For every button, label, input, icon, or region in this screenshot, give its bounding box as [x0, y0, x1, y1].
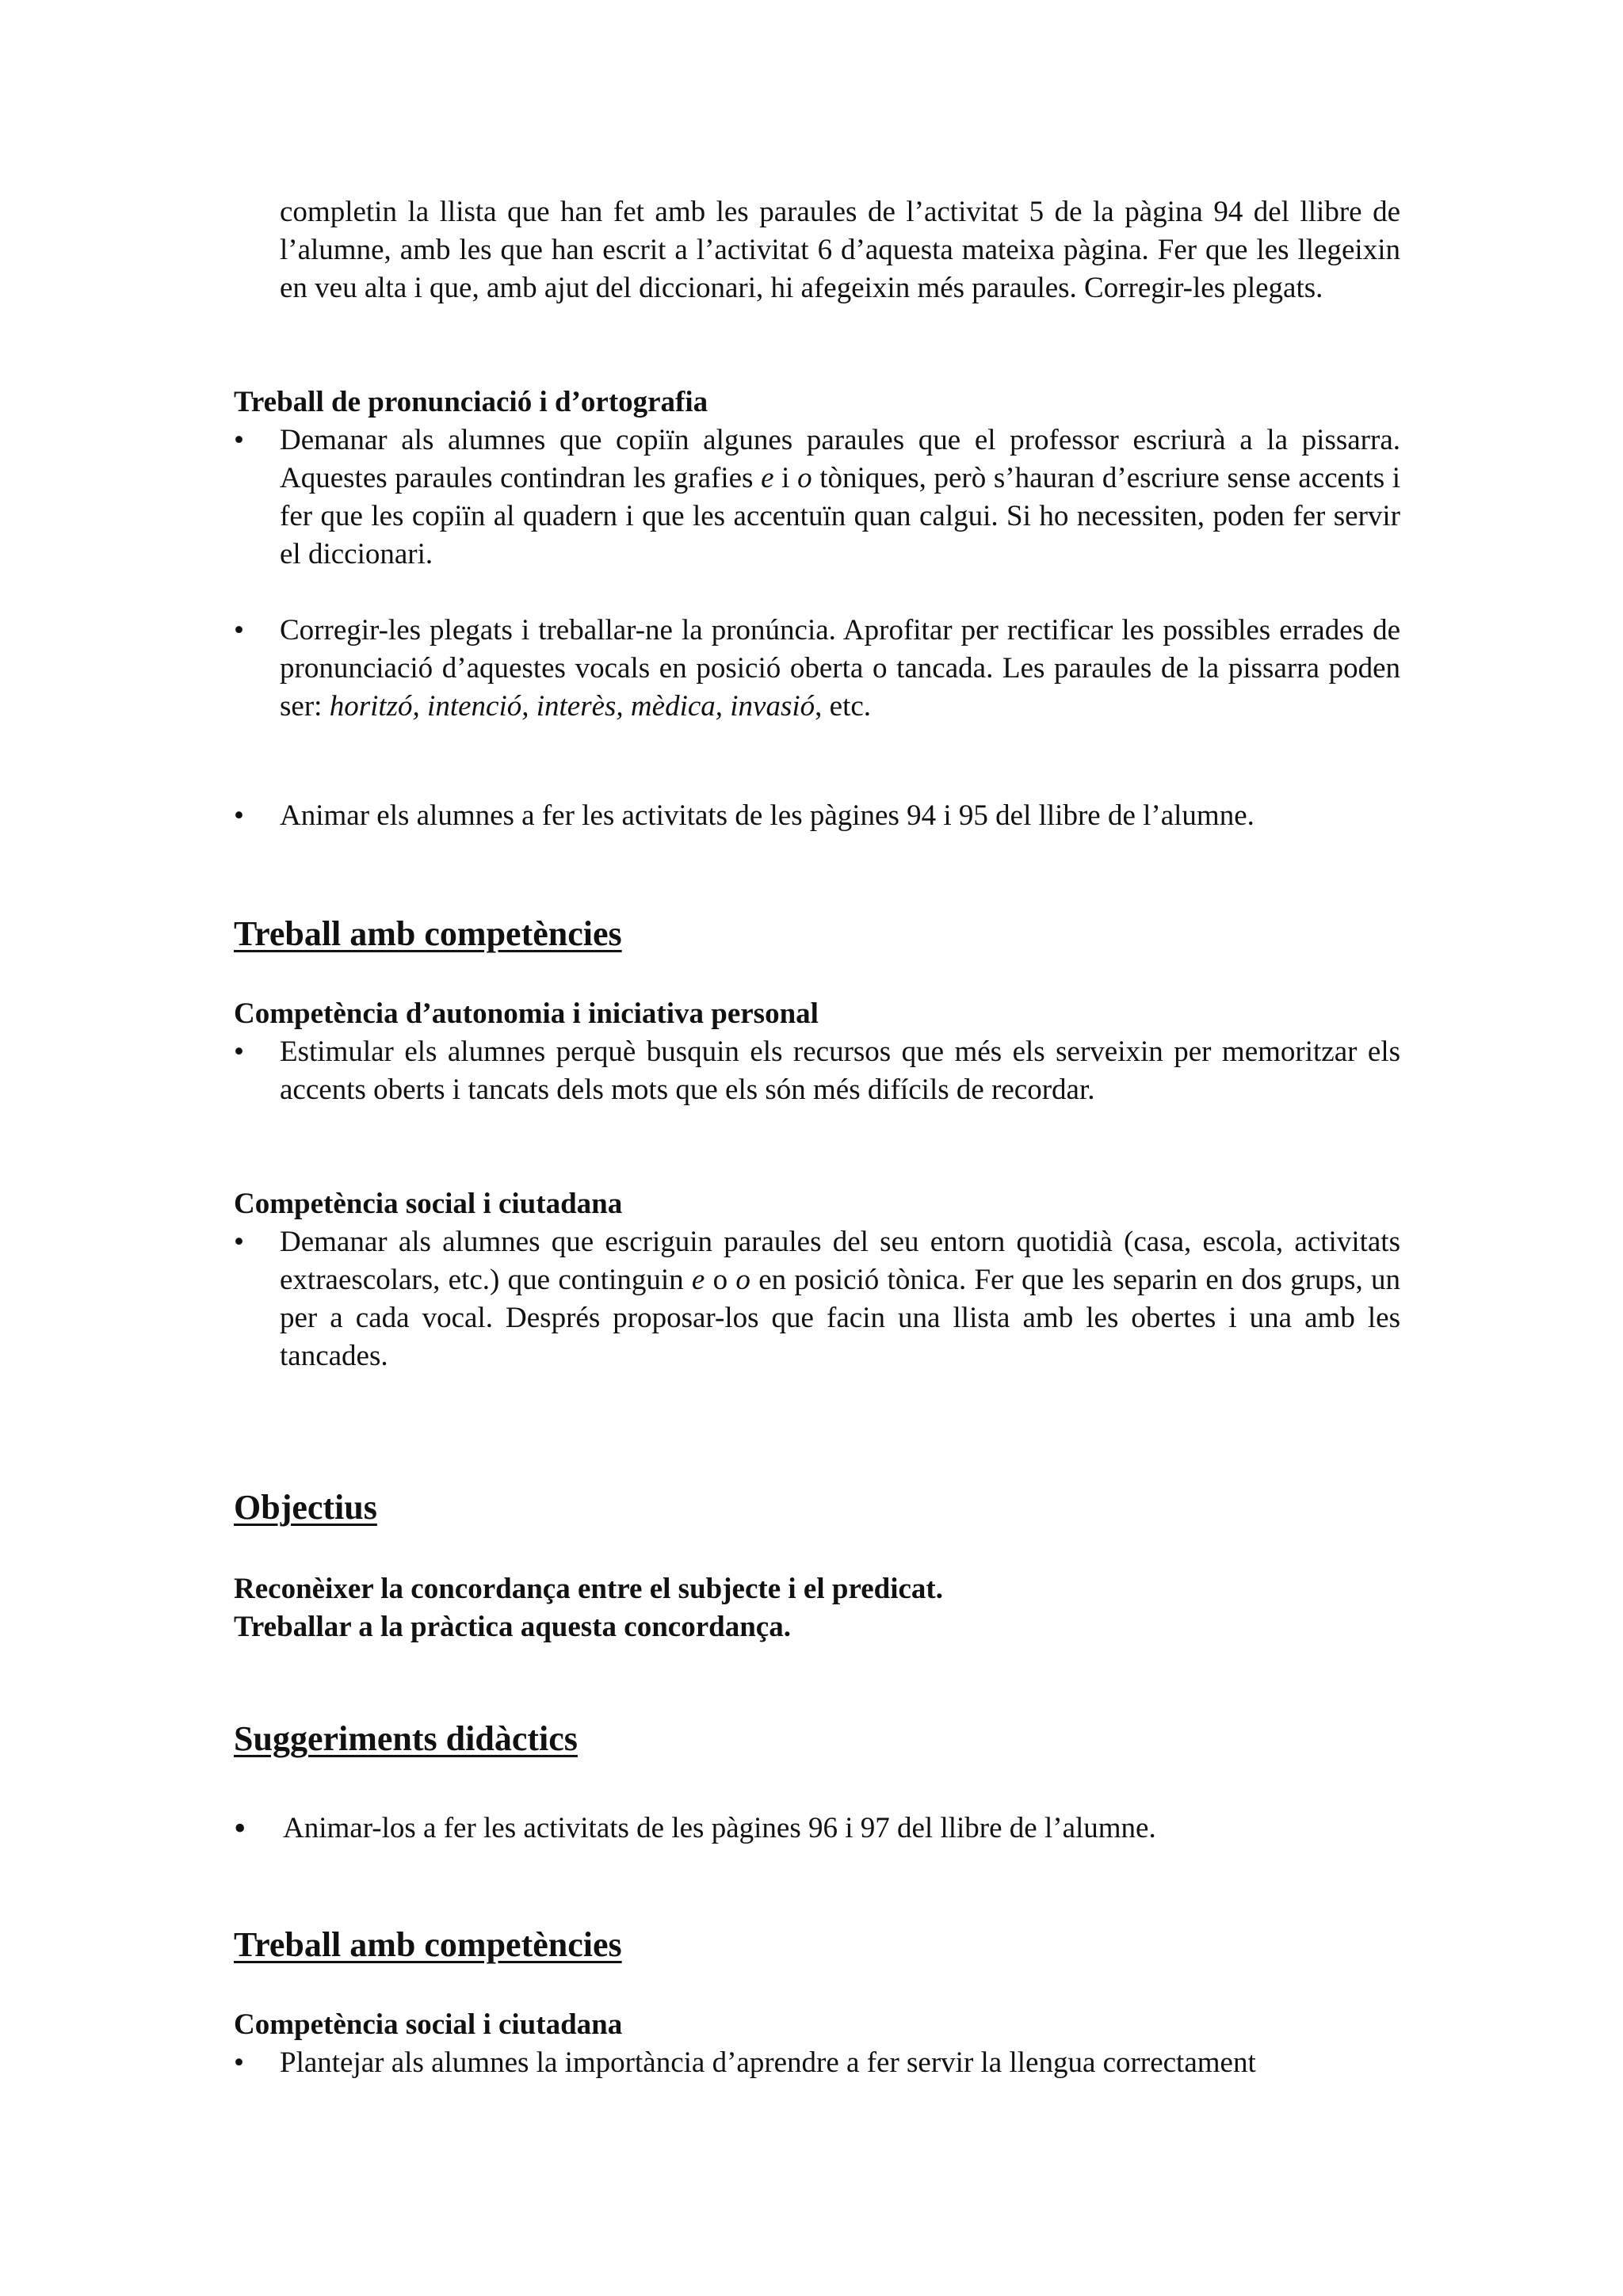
italic-example-words: horitzó, intenció, interès, mèdica, invasió [329, 690, 815, 723]
social-competence-bullet-1 [234, 1223, 1400, 1375]
pronunciation-bullet-3-block [234, 797, 1400, 835]
pronunciation-bullet-2-text [280, 612, 1400, 726]
social-competence-text-2: Plantejar als alumnes la importància d’aprendre a fer servir la llengua correctament [280, 2046, 1256, 2079]
pronunciation-bullet-2-block [234, 612, 1400, 726]
bullet-glyph: • [234, 614, 244, 646]
social-competence-bullet-2 [234, 2044, 1400, 2082]
italic-grapheme-o: o [735, 1264, 750, 1296]
intro-paragraph: completin la llista que han fet amb les paraules de l’activitat 5 de la pàgina 94 del llibre de l’alumne, amb les que han escrit a l’activitat 6 d’aquesta mateixa pàgina. Fer que les llegeixin en veu alta i que, amb ajut del diccionari, hi afegeixin més paraules. Corregir-les plegats. [280, 196, 1400, 304]
text-run: tòniques, però s’hauran d’escriure sense accents i fer que les copiïn al quadern i que les accentuïn quan calgui. Si ho necessiten, poden fer servir el diccionari. [280, 462, 1401, 570]
social-competence-1 [234, 1185, 1400, 1375]
competencies-heading-2: Treball amb competències [234, 1925, 622, 1964]
bullet-glyph: • [234, 1226, 244, 1258]
bullet-glyph: • [234, 424, 244, 456]
autonomy-competence-bullet [234, 1033, 1400, 1109]
autonomy-competence-heading: Competència d’autonomia i iniciativa personal [234, 997, 819, 1030]
bullet-glyph: • [234, 799, 244, 832]
suggestions-bullet [234, 1810, 1400, 1848]
objective-1: Reconèixer la concordança entre el subjecte i el predicat. [234, 1573, 943, 1605]
intro-paragraph-block [234, 193, 1400, 307]
text-run: en posició tònica. Fer que les separin en dos grups, un per a cada vocal. Després proposar-los que facin una llista amb les obertes i una amb les tancades. [280, 1264, 1400, 1372]
pronunciation-bullet-3 [234, 797, 1400, 835]
objectives-heading: Objectius [234, 1488, 377, 1527]
suggestions-bullet-block [234, 1810, 1400, 1848]
competencies-section-2 [234, 1924, 1400, 1966]
pronunciation-bullet-3-text: Animar els alumnes a fer les activitats de les pàgines 94 i 95 del llibre de l’alumne. [280, 799, 1254, 832]
objectives-list [234, 1570, 1400, 1646]
text-run: Demanar als alumnes que copiïn algunes paraules que el professor escriurà a la pissarra. Aquestes paraules contindran les grafies [280, 424, 1400, 494]
text-run: o [705, 1264, 736, 1296]
text-run: Demanar als alumnes que escriguin paraules del seu entorn quotidià (casa, escola, activitats extraescolars, etc.) que continguin [280, 1226, 1400, 1296]
italic-grapheme-e: e [691, 1264, 705, 1296]
italic-grapheme-o: o [797, 462, 812, 494]
social-competence-text-1 [280, 1223, 1400, 1375]
italic-grapheme-e: e [761, 462, 774, 494]
objectives-section [234, 1486, 1400, 1529]
social-competence-heading-2: Competència social i ciutadana [234, 2008, 623, 2041]
suggestions-section [234, 1718, 1400, 1760]
objective-2: Treballar a la pràctica aquesta concordança. [234, 1611, 791, 1643]
text-run: , etc. [815, 690, 872, 723]
autonomy-competence-text: Estimular els alumnes perquè busquin els recursos que més els serveixin per memoritzar els accents oberts i tancats dels mots que els són més difícils de recordar. [280, 1035, 1400, 1106]
pronunciation-heading: Treball de pronunciació i d’ortografia [234, 386, 708, 418]
pronunciation-bullet-1 [234, 421, 1400, 574]
social-competence-heading-1: Competència social i ciutadana [234, 1188, 623, 1220]
bullet-glyph: • [234, 1035, 244, 1068]
suggestions-heading: Suggeriments didàctics [234, 1719, 578, 1758]
text-run: Corregir-les plegats i treballar-ne la pronúncia. Aprofitar per rectificar les possibles errades de pronunciació d’aquestes vocals en posició oberta o tancada. Les paraules de la pissarra poden ser: [280, 614, 1400, 723]
autonomy-competence [234, 995, 1400, 1109]
suggestions-bullet-text: Animar-los a fer les activitats de les pàgines 96 i 97 del llibre de l’alumne. [283, 1812, 1156, 1844]
bullet-glyph: • [234, 2046, 244, 2079]
pronunciation-bullet-1-text [280, 421, 1400, 574]
pronunciation-section [234, 383, 1400, 574]
text-run: i [773, 462, 798, 494]
competencies-section-1 [234, 913, 1400, 955]
competencies-heading-1: Treball amb competències [234, 914, 622, 953]
social-competence-2 [234, 2006, 1400, 2082]
pronunciation-bullet-2 [234, 612, 1400, 726]
bullet-glyph: • [234, 1809, 246, 1848]
